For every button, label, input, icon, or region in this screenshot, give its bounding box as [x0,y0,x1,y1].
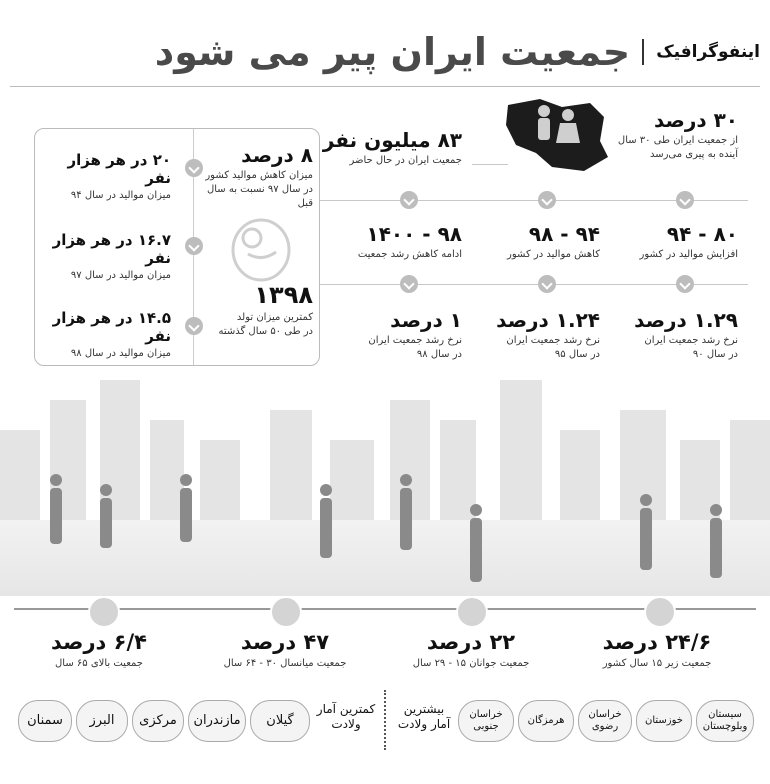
growth-value: ۱.۲۹ درصد [634,308,738,332]
period-desc: ادامه کاهش رشد جمعیت [357,249,462,260]
period-desc: کاهش موالید در کشور [507,249,600,260]
age-group-desc: جمعیت بالای ۶۵ سال [55,658,143,669]
birth-rate-value: ۱۶.۷ در هر هزار نفر [52,231,171,267]
province-least: مازندران [188,700,246,742]
birth-decline-desc-1: میزان کاهش موالید کشور [205,170,313,181]
lowest-births-value: ۱۳۹۸ [254,281,313,309]
province-least: مرکزی [132,700,184,742]
birth-decline-desc-2: در سال ۹۷ نسبت به سال قبل [206,184,313,209]
birth-rate-item [37,231,171,283]
youth-icon [456,596,488,628]
age-group-value: ۲۲ درصد [426,630,516,654]
birth-rate-desc: میزان موالید در سال ۹۷ [70,270,171,281]
provinces-divider [384,690,386,750]
province-most: خوزستان [636,700,692,742]
province-least: گیلان [250,700,310,742]
chevron-right-icon [185,159,203,177]
map-connector-line [472,164,508,165]
birth-rate-desc: میزان موالید در سال ۹۸ [70,348,171,359]
header-separator [642,39,644,65]
age-group-value: ۶/۴ درصد [51,630,147,654]
birth-rate-value: ۱۴.۵ در هر هزار نفر [52,309,171,345]
crowd-illustration [0,470,770,590]
growth-item [460,308,600,362]
chevron-down-icon [538,275,556,293]
chevron-down-icon [538,191,556,209]
province-least: سمنان [18,700,72,742]
aging-desc-1: از جمعیت ایران طی ۳۰ سال [617,135,738,146]
birth-rate-item [37,309,171,361]
birth-rate-desc: میزان موالید در سال ۹۴ [70,190,171,201]
chevron-down-icon [676,191,694,209]
header-rule [10,86,760,87]
iran-map-icon [500,95,610,175]
period-desc: افزایش موالید در کشور [639,249,738,260]
period-item [598,222,738,262]
birth-decline-stat [195,143,313,211]
lowest-births-desc-2: در طی ۵۰ سال گذشته [218,326,313,337]
aging-desc-2: آینده به پیری می‌رسد [649,149,738,160]
most-births-label: بیشترین آمار ولادت [397,702,451,731]
growth-desc-2: در سال ۹۸ [416,349,462,360]
aging-stat [588,108,738,162]
growth-desc-1: نرخ رشد جمعیت ایران [506,335,600,346]
growth-desc-1: نرخ رشد جمعیت ایران [368,335,462,346]
child-icon [644,596,676,628]
growth-item [598,308,738,362]
period-range: ۹۴ - ۹۸ [528,222,600,246]
age-group-value: ۴۷ درصد [240,630,330,654]
chevron-down-icon [400,275,418,293]
age-group [14,630,184,669]
growth-desc-2: در سال ۹۵ [554,349,600,360]
baby-icon [228,212,294,282]
provinces-row [10,690,760,750]
period-item [322,222,462,262]
age-group [572,630,742,669]
growth-value: ۱.۲۴ درصد [496,308,600,332]
population-stat [312,128,462,168]
province-most: خراسان جنوبی [458,700,514,742]
age-group-desc: جمعیت میانسال ۳۰ - ۶۴ سال [223,658,347,669]
lowest-births-stat [195,281,313,339]
province-least: البرز [76,700,128,742]
population-value: ۸۳ میلیون نفر [322,128,462,152]
period-range: ۹۸ - ۱۴۰۰ [366,222,462,246]
province-most: خراسان رضوی [578,700,632,742]
header-tag: اینفوگرافیک [656,42,760,62]
growth-desc-2: در سال ۹۰ [692,349,738,360]
age-group [386,630,556,669]
population-desc: جمعیت ایران در حال حاضر [349,155,462,166]
age-group [200,630,370,669]
age-group-desc: جمعیت جوانان ۱۵ - ۲۹ سال [412,658,530,669]
elderly-icon [88,596,120,628]
period-item [460,222,600,262]
chevron-right-icon [185,317,203,335]
growth-item [322,308,462,362]
page-title: جمعیت ایران پیر می شود [154,30,631,74]
period-range: ۸۰ - ۹۴ [666,222,738,246]
birth-rate-item [37,151,171,203]
chevron-down-icon [676,275,694,293]
growth-desc-1: نرخ رشد جمعیت ایران [644,335,738,346]
chevron-down-icon [400,191,418,209]
least-births-label: کمترین آمار ولادت [316,702,376,731]
chevron-right-icon [185,237,203,255]
header [110,22,760,82]
province-most: هرمزگان [518,700,574,742]
birth-rate-value: ۲۰ در هر هزار نفر [67,151,171,187]
age-group-desc: جمعیت زیر ۱۵ سال کشور [602,658,712,669]
growth-value: ۱ درصد [390,308,462,332]
adult-icon [270,596,302,628]
age-group-value: ۲۴/۶ درصد [602,630,712,654]
birth-decline-value: ۸ درصد [241,143,313,167]
aging-value: ۳۰ درصد [653,108,738,132]
province-most: سیستان وبلوچستان [696,700,754,742]
lowest-births-desc-1: کمترین میزان تولد [236,312,313,323]
